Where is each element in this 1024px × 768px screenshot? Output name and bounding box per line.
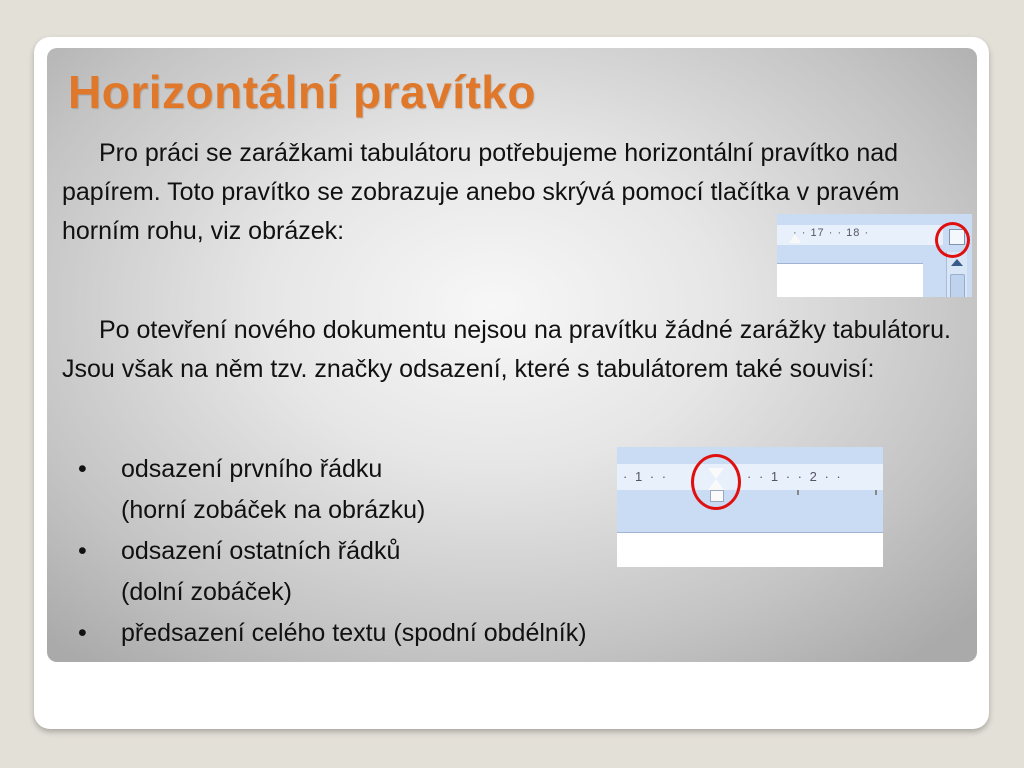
tab-tick (875, 490, 877, 495)
paragraph-ruler-intro: Pro práci se zarážkami tabulátoru potřebujeme horizontální pravítko nad papírem. Toto pravítko se zobrazuje anebo skrývá pomocí tlačítka v pravém horním rohu, viz obrázek: (62, 139, 900, 245)
document-page (777, 263, 923, 297)
bullet-text: odsazení prvního řádku (121, 455, 383, 483)
list-item (78, 449, 587, 531)
highlight-circle (935, 222, 970, 258)
list-item (78, 613, 587, 654)
ruler-right-ticks: · · 1 · · 2 · · (747, 469, 843, 484)
ruler-strip (777, 225, 943, 245)
paragraph-indent-markers: Po otevření nového dokumentu nejsou na pravítku žádné zarážky tabulátoru. Jsou však na něm tzv. značky odsazení, které s tabulátorem také souvisí: (62, 316, 951, 383)
ruler-ticks-text: · · 17 · · 18 · (793, 227, 870, 239)
indent-markers-screenshot (617, 447, 883, 567)
indent-marker-icon (789, 234, 801, 243)
bullet-subtext: (horní zobáček na obrázku) (121, 496, 426, 524)
vertical-scrollbar (946, 252, 967, 297)
bullet-text: odsazení ostatních řádků (121, 537, 401, 565)
bullet-icon: • (78, 537, 87, 565)
tab-tick (797, 490, 799, 495)
ruler-strip (617, 464, 883, 490)
document-page (617, 532, 883, 567)
bullet-text: předsazení celého textu (spodní obdélník) (121, 619, 587, 647)
bullet-list (78, 449, 587, 654)
ruler-left-ticks: · 1 · · (623, 469, 669, 484)
highlight-circle (691, 454, 741, 510)
bullet-icon: • (78, 619, 87, 647)
bullet-subtext: (dolní zobáček) (121, 578, 292, 606)
scrollbar-thumb (950, 274, 965, 297)
scroll-up-arrow-icon (951, 259, 963, 266)
slide-title: Horizontální pravítko (68, 66, 536, 118)
ruler-toggle-screenshot (777, 214, 972, 297)
bullet-icon: • (78, 455, 87, 483)
list-item (78, 531, 587, 613)
